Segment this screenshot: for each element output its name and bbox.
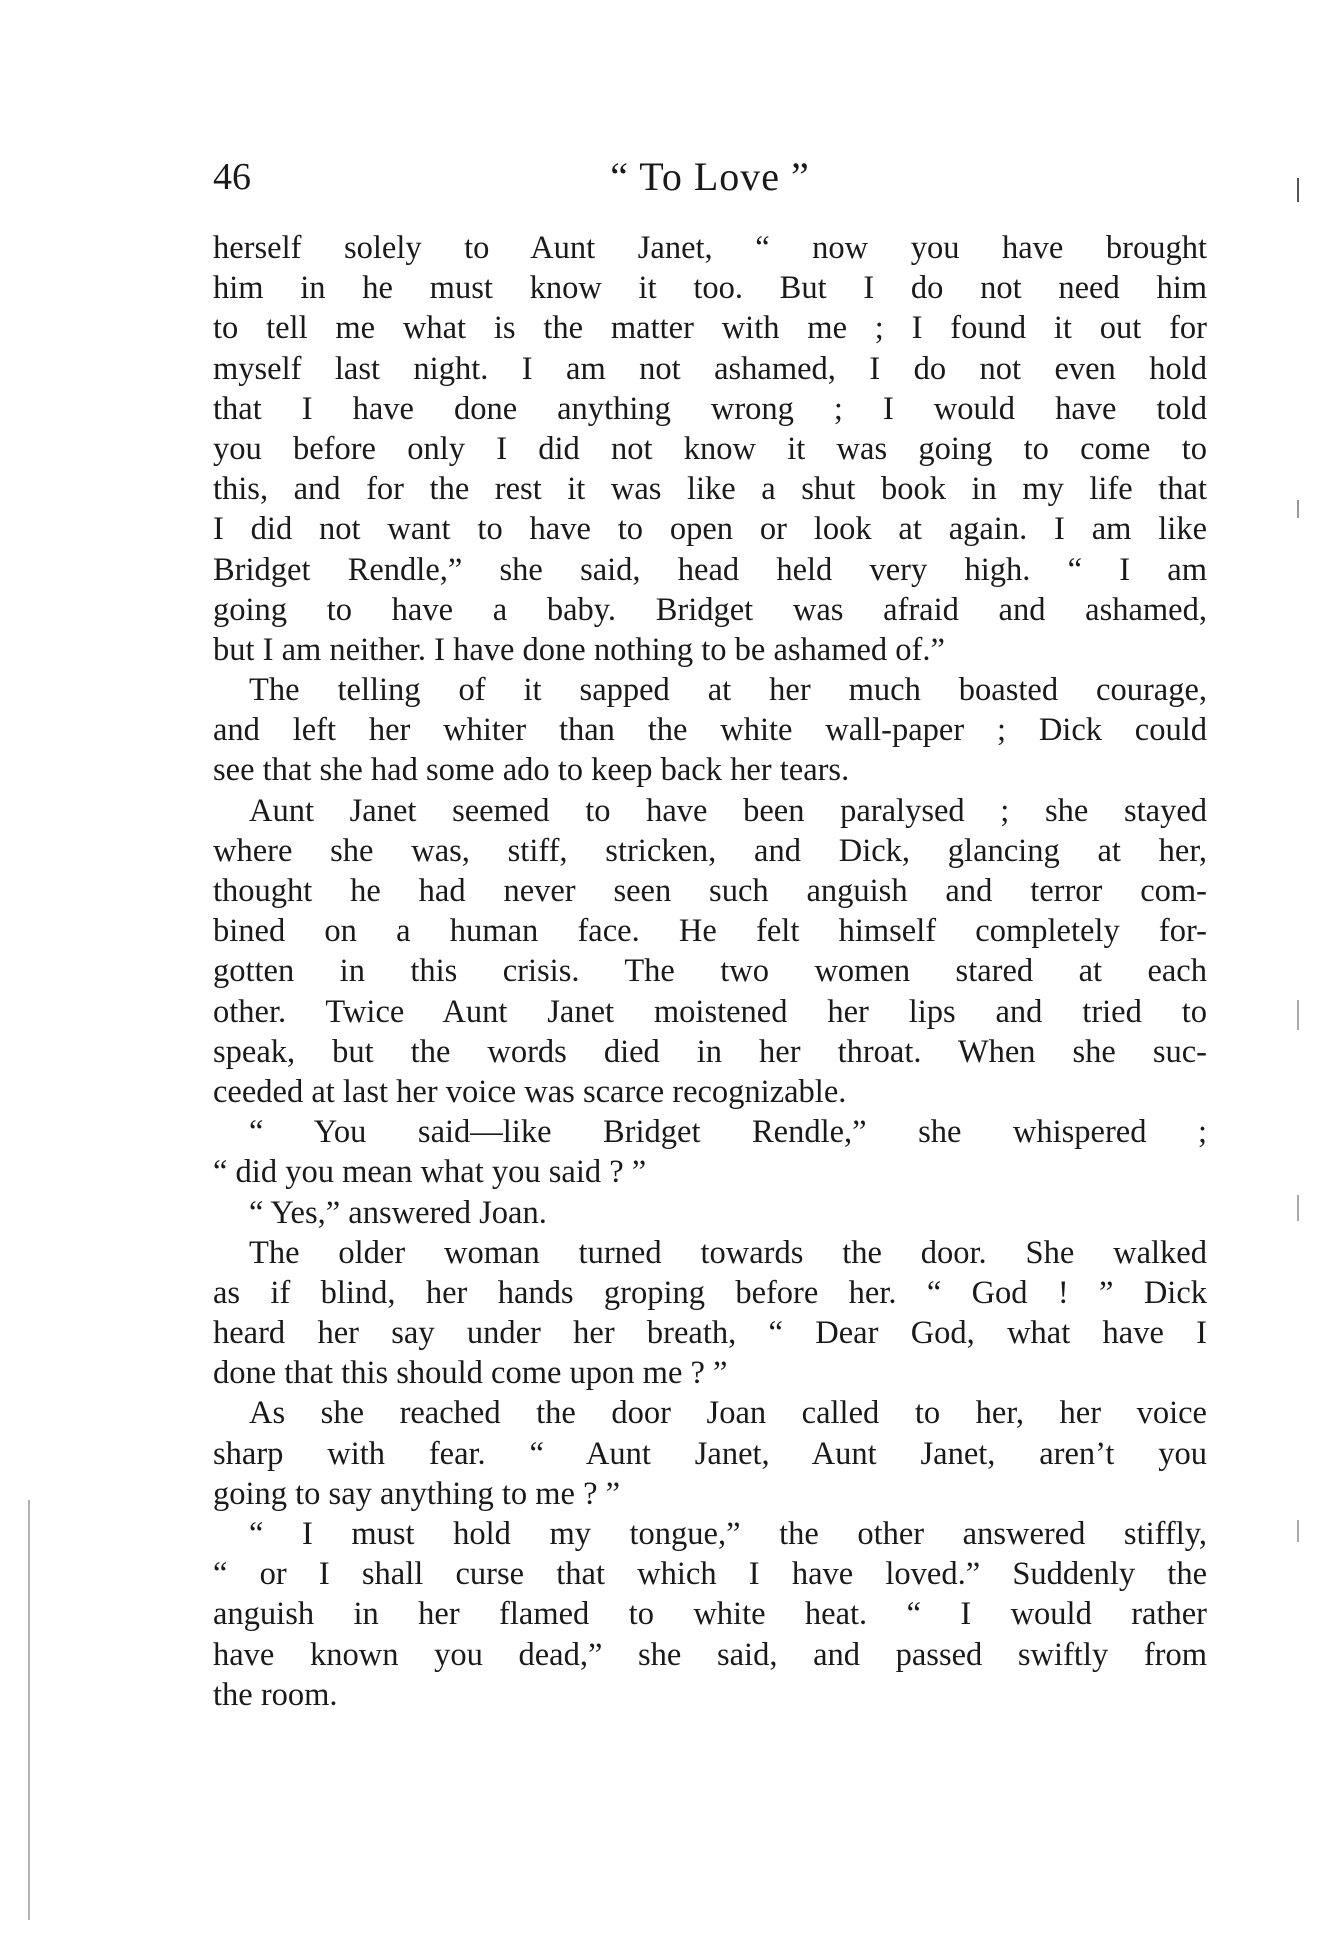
scan-mark <box>1297 500 1299 518</box>
text-line: going to say anything to me ? ” <box>213 1475 621 1512</box>
body-text <box>213 228 1207 1715</box>
page-number: 46 <box>213 156 251 198</box>
text-line: done that this should come upon me ? ” <box>213 1355 728 1392</box>
text-line: the room. <box>213 1676 338 1713</box>
text-line: as if blind, her hands groping before her. “ God ! ” Dick <box>213 1274 1207 1311</box>
text-line: The older woman turned towards the door. She walked <box>249 1234 1207 1271</box>
text-line: him in he must know it too. But I do not need him <box>213 270 1207 307</box>
text-line: “ I must hold my tongue,” the other answered stiffly, <box>249 1516 1207 1552</box>
text-line: “ did you mean what you said ? ” <box>213 1154 647 1191</box>
page-header <box>213 152 1207 202</box>
text-line: but I am neither. I have done nothing to be ashamed of.” <box>213 631 945 668</box>
text-line: you before only I did not know it was going to come to <box>213 430 1207 467</box>
text-line: myself last night. I am not ashamed, I do not even hold <box>213 350 1207 387</box>
paragraph <box>213 670 1207 791</box>
text-line: see that she had some ado to keep back her tears. <box>213 752 850 789</box>
paragraph <box>213 228 1207 670</box>
paragraph <box>213 1193 1207 1233</box>
text-line: going to have a baby. Bridget was afraid and ashamed, <box>213 591 1207 628</box>
text-line: “ or I shall curse that which I have loved.” Suddenly the <box>213 1556 1207 1593</box>
text-line: gotten in this crisis. The two women stared at each <box>213 953 1207 990</box>
text-line: As she reached the door Joan called to her, her voice <box>249 1395 1207 1432</box>
text-line: other. Twice Aunt Janet moistened her lips and tried to <box>213 993 1207 1030</box>
scan-mark <box>28 1500 30 1920</box>
paragraph <box>213 1233 1207 1394</box>
scan-mark <box>1297 1195 1299 1221</box>
text-line: to tell me what is the matter with me ; I found it out for <box>213 310 1207 347</box>
running-head: “ To Love ” <box>610 154 810 199</box>
text-line: that I have done anything wrong ; I would have told <box>213 390 1207 427</box>
text-line: “ Yes,” answered Joan. <box>249 1194 547 1231</box>
text-line: anguish in her flamed to white heat. “ I would rather <box>213 1596 1207 1633</box>
scan-mark <box>1297 1520 1299 1542</box>
text-line: have known you dead,” she said, and passed swiftly from <box>213 1636 1207 1673</box>
text-line: ceeded at last her voice was scarce recognizable. <box>213 1073 847 1110</box>
text-line: Aunt Janet seemed to have been paralysed ; she stayed <box>249 792 1207 829</box>
text-line: Bridget Rendle,” she said, head held very high. “ I am <box>213 551 1207 588</box>
text-line: speak, but the words died in her throat. When she suc- <box>213 1033 1207 1070</box>
text-line: and left her whiter than the white wall-paper ; Dick could <box>213 712 1207 749</box>
text-line: this, and for the rest it was like a shut book in my life that <box>213 471 1207 508</box>
text-line: thought he had never seen such anguish and terror com- <box>213 873 1207 909</box>
scan-mark <box>1297 1000 1299 1030</box>
text-line: heard her say under her breath, “ Dear God, what have I <box>213 1315 1207 1352</box>
text-line: “ You said—like Bridget Rendle,” she whispered ; <box>249 1114 1207 1151</box>
text-line: bined on a human face. He felt himself completely for- <box>213 913 1207 950</box>
text-line: herself solely to Aunt Janet, “ now you have brought <box>213 230 1207 266</box>
paragraph <box>213 1393 1207 1514</box>
text-line: I did not want to have to open or look at again. I am like <box>213 511 1207 548</box>
text-line: The telling of it sapped at her much boasted courage, <box>249 672 1207 709</box>
paragraph <box>213 1514 1207 1715</box>
scan-mark <box>1297 178 1299 202</box>
text-line: where she was, stiff, stricken, and Dick, glancing at her, <box>213 832 1207 869</box>
paragraph <box>213 791 1207 1113</box>
text-line: sharp with fear. “ Aunt Janet, Aunt Janet, aren’t you <box>213 1435 1207 1472</box>
paragraph <box>213 1112 1207 1192</box>
